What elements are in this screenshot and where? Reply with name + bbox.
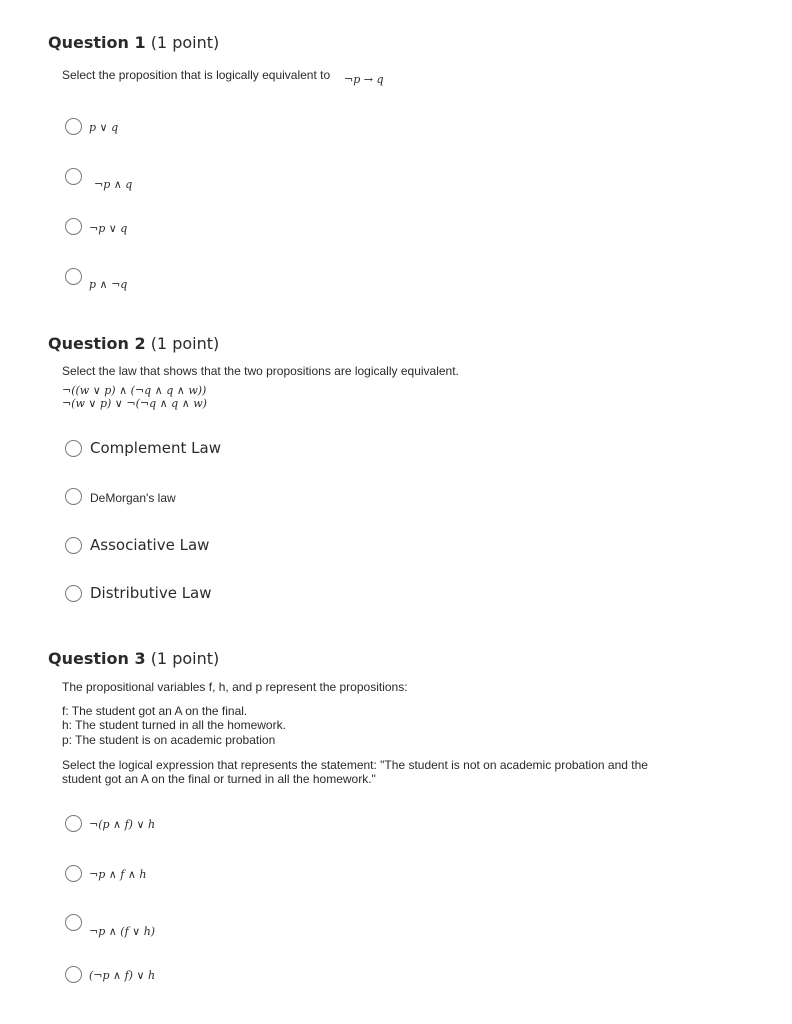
option-label: ¬p ∧ f ∧ h [89,868,147,881]
radio-button[interactable] [65,966,82,983]
question-points: (1 point) [150,33,220,52]
definition-f: f: The student got an A on the final. [62,704,248,718]
question-1-header [48,33,219,52]
option-label: ¬(p ∧ f) ∨ h [89,818,156,831]
question-3-instruction-line-2: student got an A on the final or turned in all the homework." [62,772,376,786]
option-label: Complement Law [90,439,221,457]
question-3-prompt: The propositional variables f, h, and p represent the propositions: [62,680,408,694]
question-3-header [48,649,219,668]
radio-button[interactable] [65,268,82,285]
radio-button[interactable] [65,488,82,505]
question-points: (1 point) [150,334,220,353]
option-label: DeMorgan's law [90,491,176,505]
question-2-expression-1: ¬((w ∨ p) ∧ (¬q ∧ q ∧ w)) [62,384,207,397]
radio-button[interactable] [65,865,82,882]
question-points: (1 point) [150,649,220,668]
radio-button[interactable] [65,440,82,457]
question-title: Question 3 [48,649,146,668]
option-label: Associative Law [90,536,210,554]
option-label: ¬p ∧ (f ∨ h) [89,925,156,938]
question-2-expression-2: ¬(w ∨ p) ∨ ¬(¬q ∧ q ∧ w) [62,397,207,410]
option-label: p ∨ q [89,121,119,134]
question-3-instruction-line-1: Select the logical expression that represents the statement: "The student is not on academic probation and the [62,758,648,772]
radio-button[interactable] [65,914,82,931]
option-label: ¬p ∨ q [89,222,128,235]
question-2-header [48,334,219,353]
question-title: Question 1 [48,33,146,52]
question-1-expression: ¬p → q [344,73,384,86]
option-label: ¬p ∧ q [94,178,133,191]
question-title: Question 2 [48,334,146,353]
radio-button[interactable] [65,815,82,832]
radio-button[interactable] [65,168,82,185]
option-label: Distributive Law [90,584,212,602]
option-label: (¬p ∧ f) ∨ h [89,969,156,982]
question-2-prompt: Select the law that shows that the two propositions are logically equivalent. [62,364,459,378]
radio-button[interactable] [65,118,82,135]
option-label: p ∧ ¬q [89,278,128,291]
definition-p: p: The student is on academic probation [62,733,276,747]
radio-button[interactable] [65,218,82,235]
definition-h: h: The student turned in all the homework. [62,718,286,732]
radio-button[interactable] [65,537,82,554]
radio-button[interactable] [65,585,82,602]
question-1-prompt: Select the proposition that is logically equivalent to [62,68,331,82]
